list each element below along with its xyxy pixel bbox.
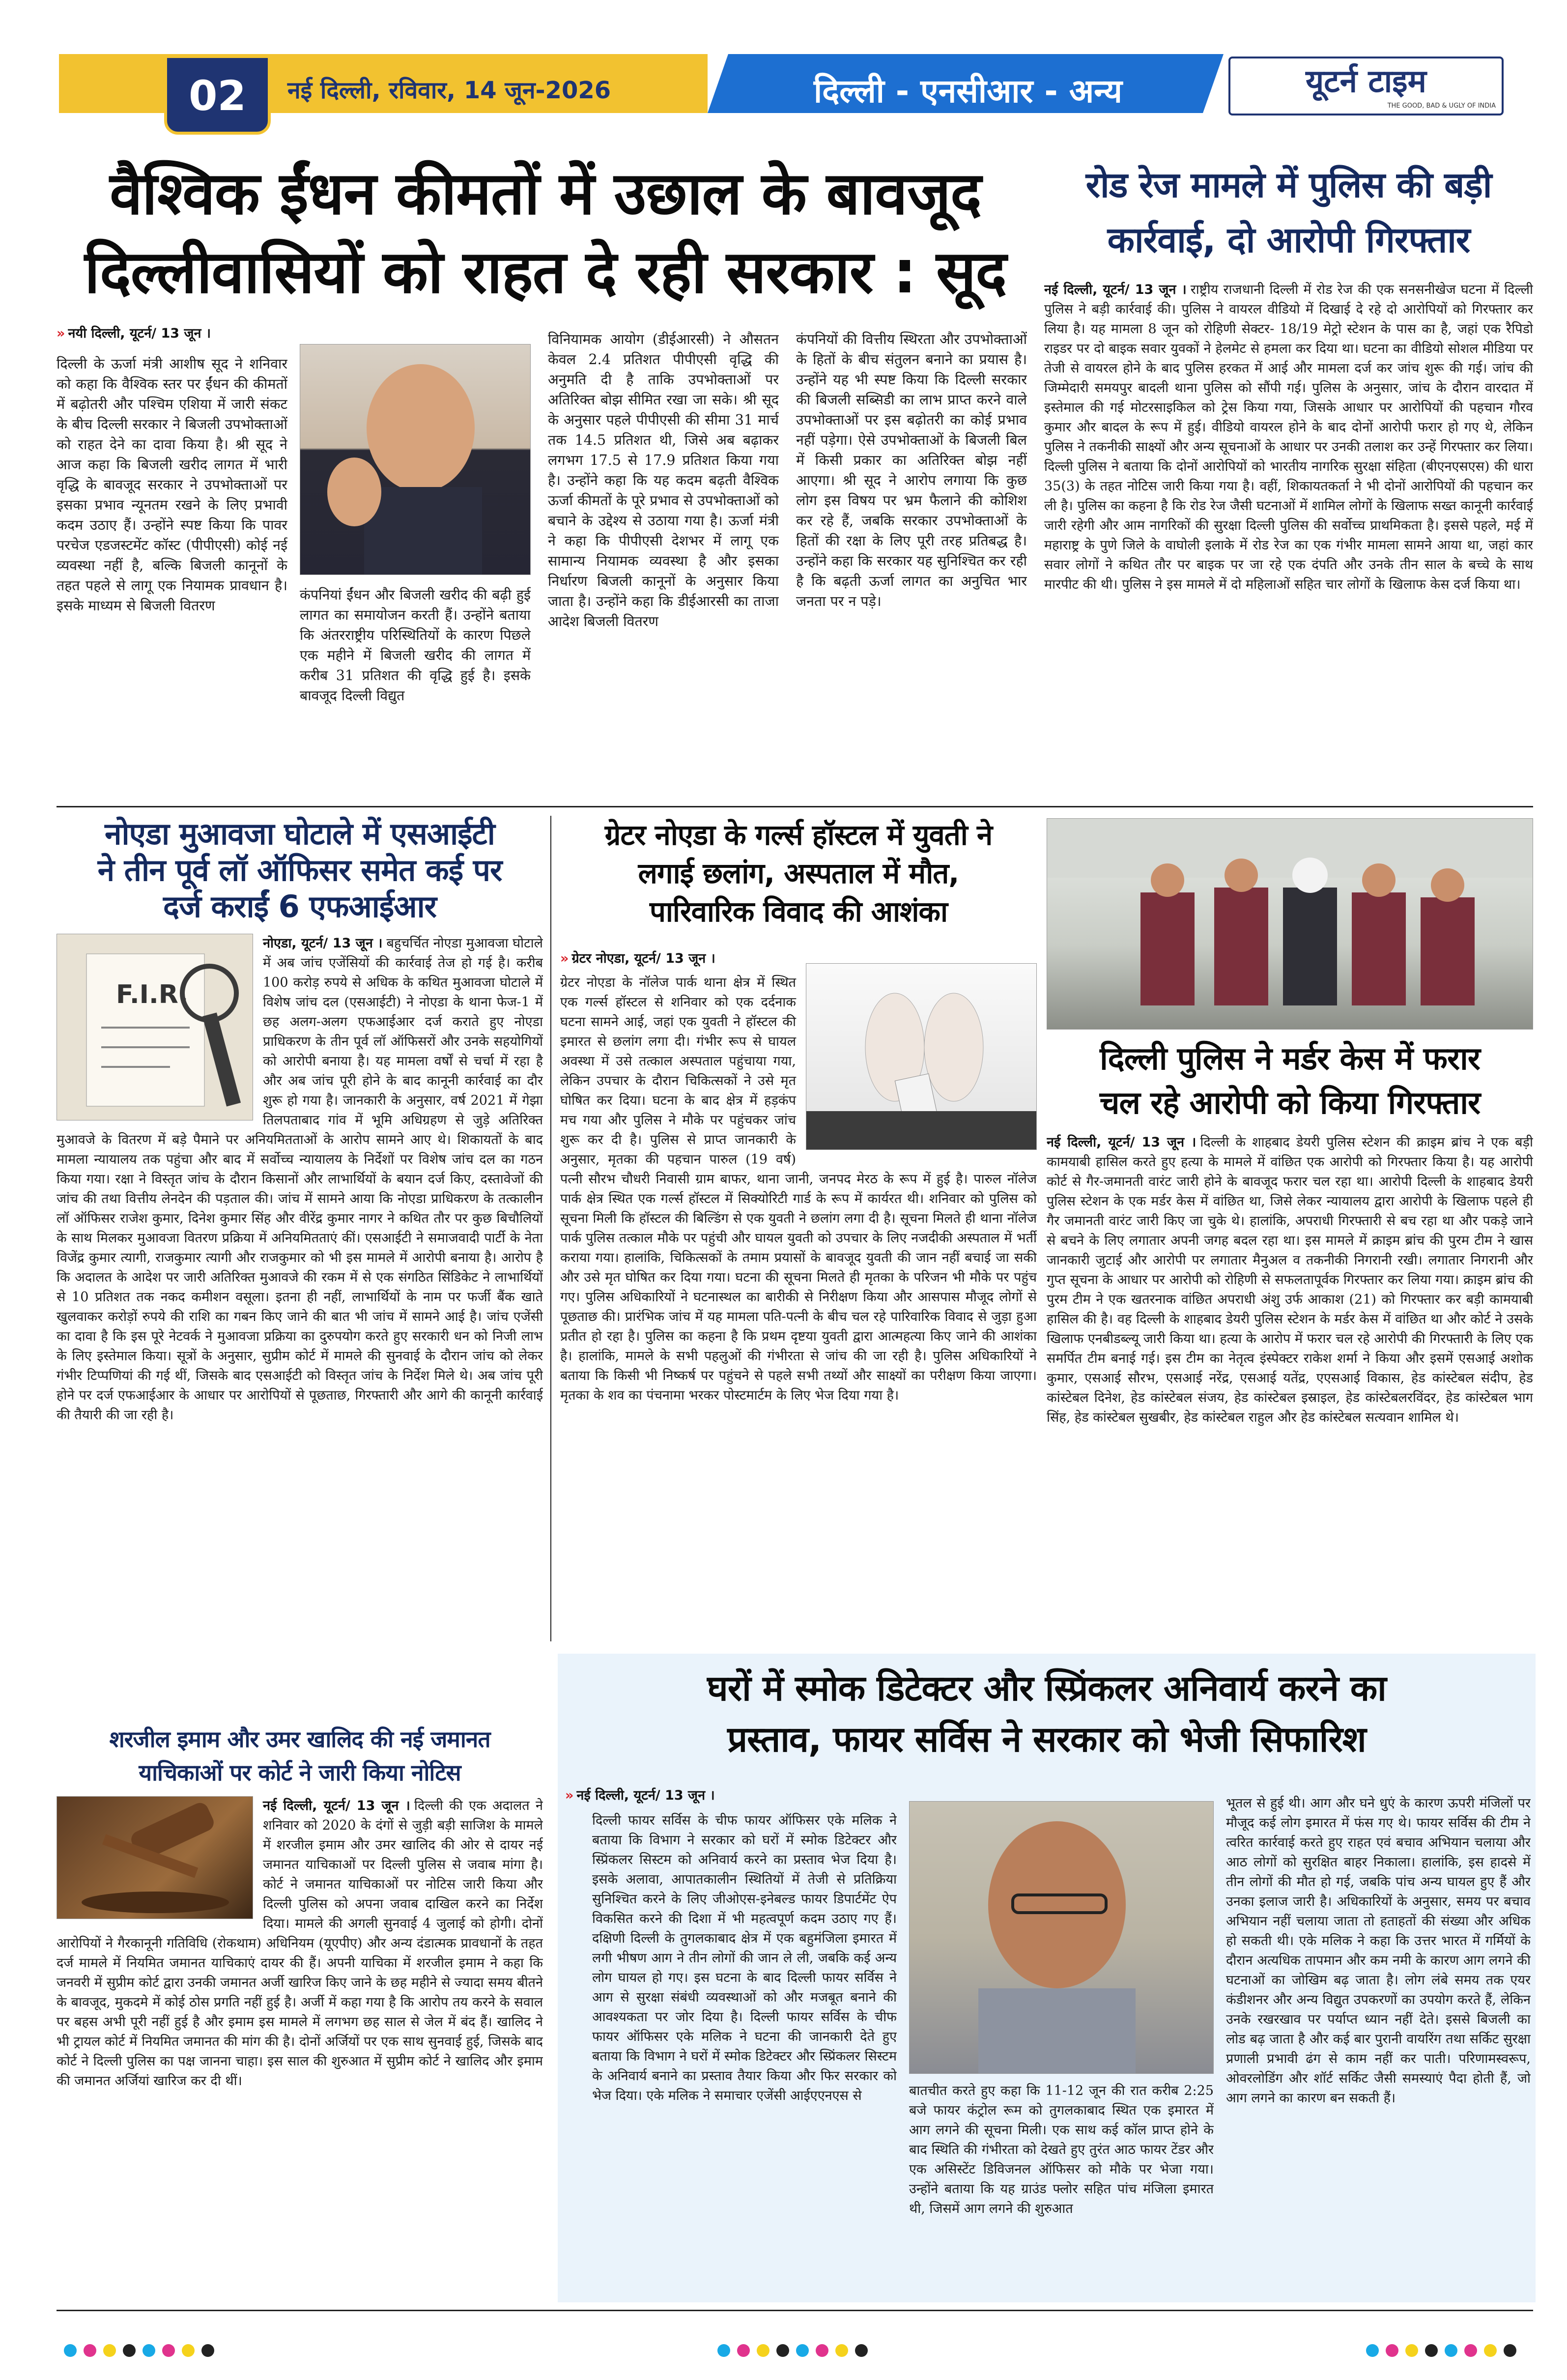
story6-dateline: नई दिल्ली, यूटर्न/ 13 जून ।	[1047, 1135, 1197, 1150]
story4-body: दिल्ली की एक अदालत ने शनिवार को 2020 के दंगों से जुड़ी बड़ी साजिश के मामले में शरजील इमाम और उमर खालिद की ओर से दायर नई जमानत याचिकाओं पर दिल्ली पुलिस से जवाब मांगा है। कोर्ट ने जमानत याचिकाओं पर नोटिस जारी किया और दिल्ली पुलिस को अपना जवाब दाखिल करने का निर्देश दिया। मामले की अगली सुनवाई 4 जुलाई को होगी। दोनों आरोपियों ने गैरकानूनी गतिविधि (रोकथाम) अधिनियम (यूएपीए) और अन्य दंडात्मक प्रावधानों के तहत दर्ज मामले में नियमित जमानत याचिकाएं दायर की हैं। अपनी याचिका में शरजील इमाम ने कहा कि जनवरी में सुप्रीम कोर्ट द्वारा उनकी जमानत अर्जी खारिज किए जाने के छह महीने से ज्यादा समय बीतने के बावजूद, मुकदमे में कोई ठोस प्रगति नहीं हुई है। अर्जी में कहा गया है कि आरोप तय करने के सवाल पर बहस अभी पूरी नहीं हुई है और इमाम इस मामले में लगभग छह साल से जेल में बंद हैं। खालिद ने भी ट्रायल कोर्ट में नियमित जमानत की मांग की है। दोनों अर्जियों पर एक साथ सुनवाई हुई, जिसके बाद कोर्ट ने दिल्ली पुलिस का पक्ष जानना चाहा। इस साल की शुरुआत में सुप्रीम कोर्ट ने खालिद और इमाम की जमानत अर्जियां खारिज कर दी थीं।	[57, 1798, 543, 2089]
story5-headline-line1: ग्रेटर नोएडा के गर्ल्स हॉस्टल में युवती ने	[604, 818, 993, 852]
story5-body: ग्रेटर नोएडा के नॉलेज पार्क थाना क्षेत्र में स्थित एक गर्ल्स हॉस्टल से शनिवार को एक दर्दनाक घटना सामने आई, जहां एक युवती ने हॉस्टल की इमारत से छलांग लगा दी। गंभीर रूप से घायल अवस्था में उसे तत्काल अस्पताल पहुंचाया गया, लेकिन उपचार के दौरान चिकित्सकों ने उसे मृत घोषित कर दिया। घटना के बाद क्षेत्र में हड़कंप मच गया और पुलिस ने मौके पर पहुंचकर जांच शुरू कर दी है। पुलिस से प्राप्त जानकारी के अनुसार, मृतका की पहचान पारुल (19 वर्ष) पत्नी सौरभ चौधरी निवासी ग्राम बाफर, थाना जानी, जनपद मेरठ के रूप में हुई है। पारुल नॉलेज पार्क क्षेत्र स्थित एक गर्ल्स हॉस्टल में सिक्योरिटी गार्ड के रूप में कार्यरत थी। शनिवार को पुलिस को सूचना मिली कि हॉस्टल की बिल्डिंग से एक युवती ने छलांग लगा दी है। सूचना मिलते ही थाना नॉलेज पार्क पुलिस तत्काल मौके पर पहुंची और घायल युवती को उपचार के लिए नजदीकी अस्पताल में भर्ती कराया गया। हालांकि, चिकित्सकों के तमाम प्रयासों के बावजूद युवती की जान नहीं बचाई जा सकी और उसे मृत घोषित कर दिया गया। घटना की सूचना मिलते ही मृतका के परिजन भी मौके पर पहुंच गए। पुलिस अधिकारियों ने घटनास्थल का बारीकी से निरीक्षण किया और आसपास मौजूद लोगों से पूछताछ की। प्रारंभिक जांच में यह मामला पति-पत्नी के बीच चल रहे पारिवारिक विवाद से जुड़ा हुआ प्रतीत हो रहा है। पुलिस का कहना है कि प्रथम दृष्टया युवती द्वारा आत्महत्या किए जाने की आशंका है। हालांकि, मामले के सभी पहलुओं की गंभीरता से जांच की जा रही है। पुलिस अधिकारियों ने बताया कि किसी भी निष्कर्ष पर पहुंचने से पहले सभी तथ्यों और साक्ष्यों का परीक्षण किया जाएगा। मृतका के शव का पंचनामा भरकर पोस्टमार्टम के लिए भेज दिया गया है।	[560, 975, 1037, 1403]
story3-body: बहुचर्चित नोएडा मुआवजा घोटाले में अब जांच एजेंसियों की कार्रवाई तेज हो गई है। करीब 100 करोड़ रुपये से अधिक के कथित मुआवजा घोटाले में विशेष जांच दल (एसआईटी) ने नोएडा के थाना फेज-1 में छह अलग-अलग एफआईआर दर्ज कराते हुए नोएडा प्राधिकरण के तीन पूर्व लॉ ऑफिसरों और उनके सहयोगियों को आरोपी बनाया है। यह मामला वर्षों से चर्चा में रहा है और अब जांच पूरी होने के बाद कानूनी कार्रवाई का दौर शुरू हो गया है। जानकारी के अनुसार, वर्ष 2021 में गेझा तिलपताबाद गांव में भूमि अधिग्रहण से जुड़े अतिरिक्त मुआवजे के वितरण में बड़े पैमाने पर अनियमितताओं के आरोप सामने आए थे। शिकायतों के बाद मामला न्यायालय तक पहुंचा और बाद में सर्वोच्च न्यायालय के निर्देशों पर विशेष जांच दल का गठन किया गया। रक्षा ने विस्तृत जांच के दौरान किसानों और लाभार्थियों के बयान दर्ज किए, दस्तावेजों की जांच की तथा वित्तीय लेनदेन की पड़ताल की। जांच में सामने आया कि नोएडा प्राधिकरण के तत्कालीन लॉ ऑफिसर राजेश कुमार, दिनेश कुमार सिंह और वीरेंद्र कुमार नागर ने कथित तौर पर कुछ बिचौलियों के साथ मिलकर मुआवजा वितरण प्रक्रिया में अनियमितताएं कीं। एसआईटी ने समाजवादी पार्टी के नेता विजेंद्र कुमार त्यागी, राजकुमार त्यागी और राजकुमार को भी इस मामले में आरोपी बनाया है। आरोप है कि अदालत के आदेश पर जारी अतिरिक्त मुआवजे की रकम में से एक संगठित सिंडिकेट ने लाभार्थियों से 10 प्रतिशत तक नकद कमीशन वसूला। इतना ही नहीं, लाभार्थियों के नाम पर फर्जी बैंक खाते खुलवाकर करोड़ों रुपये की राशि का गबन किए जाने की बात भी जांच में सामने आई है। जांच एजेंसी का दावा है कि इस पूरे नेटवर्क ने मुआवजा प्रक्रिया का दुरुपयोग करते हुए सरकारी धन को निजी लाभ के लिए इस्तेमाल किया। सूत्रों के अनुसार, सुप्रीम कोर्ट में मामले की सुनवाई के दौरान जांच को लेकर गंभीर टिप्पणियां की गई थीं, जिसके बाद एसआईटी को विस्तृत जांच के निर्देश मिले थे। अब जांच पूरी होने पर दर्ज एफआईआर के आधार पर आरोपियों से पूछताछ, गिरफ्तारी और आगे की कानूनी कार्रवाई की तैयारी की जा रही है।	[57, 936, 543, 1423]
story-sharjeel-umar	[57, 1722, 543, 2302]
story3-headline-line2: ने तीन पूर्व लॉ ऑफिसर समेत कई पर	[97, 852, 502, 888]
logo-box	[1228, 57, 1504, 115]
story3-headline-line1: नोएडा मुआवजा घोटाले में एसआईटी	[105, 816, 495, 852]
dot-r-magenta-2	[1464, 2344, 1477, 2357]
story7-col1: दिल्ली फायर सर्विस के चीफ फायर ऑफिसर एके मलिक ने बताया कि विभाग ने सरकार को घरों में स्मोक डिटेक्टर और स्प्रिंकलर सिस्टम को अनिवार्य करने का प्रस्ताव भेज दिया है। इसके अलावा, आपातकालीन स्थितियों में तेजी से प्रतिक्रिया सुनिश्चित करने के लिए जीओएस-इनेबल्ड फायर डिपार्टमेंट ऐप विकसित करने की दिशा में भी महत्वपूर्ण कदम उठाए गए हैं। दक्षिणी दिल्ली के तुगलकाबाद क्षेत्र में एक बहुमंजिला इमारत में लगी भीषण आग ने तीन लोगों की जान ले ली, जबकि कई अन्य लोग घायल हो गए। इस घटना के बाद दिल्ली फायर सर्विस ने आग से सुरक्षा संबंधी व्यवस्थाओं को और मजबूत बनाने की आवश्यकता पर जोर दिया है। दिल्ली फायर सर्विस के चीफ फायर ऑफिसर एके मलिक ने घटना की जानकारी देते हुए बताया कि विभाग ने घरों में स्मोक डिटेक्टर और स्प्रिंकलर सिस्टम के अनिवार्य बनाने का प्रस्ताव तैयार किया और फिर सरकार को भेज दिया। एके मलिक ने समाचार एजेंसी आईएएनएस से	[592, 1813, 897, 2103]
dot-yellow	[103, 2344, 116, 2357]
dot-c-magenta-2	[816, 2344, 828, 2357]
story1-col3: विनियामक आयोग (डीईआरसी) ने औसतन केवल 2.4 प्रतिशत पीपीएसी वृद्धि की अनुमति दी है ताकि उपभोक्ताओं पर अतिरिक्त बोझ सीमित रखा जा सके। श्री सूद के अनुसार पहले पीपीएसी की सीमा 31 मार्च तक 14.5 प्रतिशत थी, जिसे अब बढ़ाकर लगभग 17.5 से 17.9 प्रतिशत किया गया है। उन्होंने कहा कि यह कदम बढ़ती वैश्विक ऊर्जा कीमतों के पूरे प्रभाव से उपभोक्ताओं को बचाने के उद्देश्य से उठाया गया है। ऊर्जा मंत्री ने कहा कि पीपीएसी देशभर में लागू एक सामान्य नियामक व्यवस्था है और इसका निर्धारण बिजली कानूनों के अनुसार किया जाता है। उन्होंने कहा कि डीईआरसी का ताजा आदेश बिजली वितरण	[548, 331, 779, 630]
story6-text	[1047, 1133, 1533, 1644]
story2-text	[1044, 280, 1533, 796]
dot-c-black-2	[855, 2344, 868, 2357]
story5-dateline-text: ग्रेटर नोएडा, यूटर्न/ 13 जून ।	[571, 951, 715, 966]
section-title: दिल्ली - एनसीआर - अन्य	[814, 72, 1122, 110]
story2-dateline: नई दिल्ली, यूटर्न/ 13 जून ।	[1044, 282, 1187, 297]
story5-dateline	[560, 948, 715, 967]
story3-dateline: नोएडा, यूटर्न/ 13 जून ।	[263, 936, 383, 951]
fire-officer-photo	[909, 1801, 1214, 2074]
story-greater-noida-hostel	[560, 816, 1037, 1646]
story7-col2: बातचीत करते हुए कहा कि 11-12 जून की रात करीब 2:25 बजे फायर कंट्रोल रूम को तुगलकाबाद स्थित एक इमारत में आग लगने की सूचना मिली। एक साथ कई कॉल प्राप्त होने के बाद स्थिति की गंभीरता को देखते हुए तुरंत आठ फायर टेंडर और एक असिस्टेंट डिविजनल ऑफिसर को मौके पर भेजा गया। उन्होंने बताया कि यह ग्राउंड फ्लोर सहित पांच मंजिला इमारत थी, जिसमें आग लगने की शुरुआत	[909, 2083, 1214, 2216]
story4-dateline: नई दिल्ली, यूटर्न/ 13 जून ।	[263, 1798, 410, 1813]
registration-dots-left	[64, 2344, 214, 2357]
dot-r-cyan-2	[1445, 2344, 1457, 2357]
divider-vertical-left	[550, 816, 551, 1641]
story7-col3: भूतल से हुई थी। आग और घने धुएं के कारण ऊपरी मंजिलों पर मौजूद कई लोग इमारत में फंस गए थे। फायर सर्विस की टीम ने त्वरित कार्रवाई करते हुए राहत एवं बचाव अभियान चलाया और आठ लोगों को सुरक्षित बाहर निकाला। हालांकि, इस हादसे में तीन लोगों की मौत हो गई, जबकि पांच अन्य घायल हुए हैं और उनका इलाज जारी है। अधिकारियों के अनुसार, समय पर बचाव अभियान नहीं चलाया जाता तो हताहतों की संख्या और अधिक हो सकती थी। एके मलिक ने कहा कि उत्तर भारत में गर्मियों के दौरान अत्यधिक तापमान और कम नमी के कारण आग लगने की घटनाओं का जोखिम बढ़ जाता है। लोग लंबे समय तक एयर कंडीशनर और अन्य विद्युत उपकरणों का उपयोग करते हैं, लेकिन उनके रखरखाव पर पर्याप्त ध्यान नहीं देते। इससे बिजली का लोड बढ़ जाता है और कई बार पुरानी वायरिंग तथा सर्किट सुरक्षा प्रणाली प्रभावी ढंग से काम नहीं कर पाती। परिणामस्वरूप, ओवरलोडिंग और शॉर्ट सर्किट जैसी समस्याएं पैदा होती हैं, जो आग लगने का कारण बन सकती हैं।	[1226, 1796, 1531, 2106]
header-date: नई दिल्ली, रविवार, 14 जून-2026	[287, 77, 611, 104]
story7-dateline	[565, 1785, 715, 1804]
story-delhi-murder-arrest	[1047, 1037, 1533, 1646]
story7-headline-line1: घरों में स्मोक डिटेक्टर और स्प्रिंकलर अनिवार्य करने का	[707, 1667, 1386, 1709]
divider-top	[57, 806, 1533, 807]
page-number-box	[167, 58, 268, 132]
police-team-photo	[1047, 818, 1533, 1030]
dot-c-yellow	[757, 2344, 769, 2357]
story6-body: दिल्ली के शाहबाद डेयरी पुलिस स्टेशन की क्राइम ब्रांच ने एक बड़ी कामयाबी हासिल करते हुए हत्या के मामले में वांछित एक आरोपी को गिरफ्तार किया है। यह आरोपी कोर्ट से गैर-जमानती वारंट जारी होने के बावजूद फरार चल रहा था। आरोपी दिल्ली के शाहबाद डेयरी पुलिस स्टेशन के एक मर्डर केस में वांछित था, जिसे लेकर न्यायालय द्वारा आरोपी के खिलाफ पहले ही गैर जमानती वारंट जारी किए जा चुके थे। हालांकि, अपराधी गिरफ्तारी से बच रहा था और पकड़े जाने से बचने के लिए लगातार अपनी जगह बदल रहा था। इस मामले में क्राइम ब्रांच की पुरम टीम ने खास जानकारी जुटाई और आरोपी पर लगातार मैनुअल व तकनीकी निगरानी रखी। लगातार निगरानी और गुप्त सूचना के आधार पर आरोपी को रोहिणी से सफलतापूर्वक गिरफ्तार कर लिया गया। क्राइम ब्रांच की पुरम टीम ने एक खतरनाक वांछित अपराधी अंशु उर्फ आकाश (21) को गिरफ्तार कर बड़ी कामयाबी हासिल की है। वह दिल्ली के शाहबाद डेयरी पुलिस स्टेशन के मर्डर केस में वांछित था और कोर्ट ने उसके खिलाफ एनबीडब्ल्यू जारी किया था। हत्या के आरोप में फरार चल रहे आरोपी की गिरफ्तारी के लिए एक समर्पित टीम बनाई गई। इस टीम का नेतृत्व इंस्पेक्टर राकेश शर्मा ने किया और इसमें एसआई अशोक कुमार, एसआई सौरभ, एसआई नरेंद्र, एसआई यतेंद्र, एएसआई विकास, हेड कांस्टेबल संदीप, हेड कांस्टेबल दिनेश, हेड कांस्टेबल संजय, हेड कांस्टेबल इस्राइल, हेड कांस्टेबलरविंदर, हेड कांस्टेबल भाग सिंह, हेड कांस्टेबल सुखबीर, हेड कांस्टेबल राहुल और हेड कांस्टेबल सत्यवान शामिल थे।	[1047, 1135, 1533, 1425]
story7-headline-line2: प्रस्ताव, फायर सर्विस ने सरकार को भेजी सिफारिश	[727, 1719, 1366, 1760]
story6-headline-line2: चल रहे आरोपी को किया गिरफ्तार	[1099, 1085, 1481, 1121]
story4-text	[57, 1796, 543, 2302]
registration-dots-center	[717, 2344, 868, 2357]
dateline-marker-icon: »	[57, 326, 65, 341]
dot-black-2	[201, 2344, 214, 2357]
story1-dateline-text: नयी दिल्ली, यूटर्न/ 13 जून ।	[68, 326, 211, 341]
story4-headline-line2: याचिकाओं पर कोर्ट ने जारी किया नोटिस	[139, 1759, 461, 1786]
story1-headline-line1: वैश्विक ईंधन कीमतों में उछाल के बावजूद	[110, 160, 981, 228]
dot-c-yellow-2	[835, 2344, 848, 2357]
minister-photo	[300, 344, 531, 575]
story-energy-minister	[57, 157, 1034, 801]
dot-cyan	[64, 2344, 77, 2357]
story5-headline-line3: पारिवारिक विवाद की आशंका	[649, 895, 948, 928]
story1-col1: दिल्ली के ऊर्जा मंत्री आशीष सूद ने शनिवार को कहा कि वैश्विक स्तर पर ईंधन की कीमतों में बढ़ोतरी और पश्चिम एशिया में जारी संकट के बीच दिल्ली सरकार ने बिजली उपभोक्ताओं को राहत देने का दावा किया है। श्री सूद ने आज कहा कि बिजली खरीद लागत में भारी वृद्धि के बावजूद सरकार ने उपभोक्ताओं पर इसका प्रभाव न्यूनतम रखने के लिए प्रभावी कदम उठाए हैं। उन्होंने स्पष्ट किया कि पावर परचेज एडजस्टमेंट कॉस्ट (पीपीएसी) कोई नई व्यवस्था नहीं है, बल्कि बिजली कानूनों के तहत पहले से लागू एक नियामक प्रावधान है। इसके माध्यम से बिजली वितरण	[57, 356, 287, 614]
svg-text:F.I.R.: F.I.R.	[116, 980, 189, 1009]
story4-headline-line1: शरजील इमाम और उमर खालिद की नई जमानत	[109, 1726, 490, 1752]
story3-text	[57, 934, 543, 1715]
dot-c-cyan	[717, 2344, 730, 2357]
story5-dateline-marker-icon: »	[560, 951, 569, 966]
story7-dateline-text: नई दिल्ली, यूटर्न/ 13 जून ।	[576, 1788, 715, 1803]
logo-tagline: THE GOOD, BAD & UGLY OF INDIA	[1387, 102, 1496, 110]
dot-magenta	[84, 2344, 96, 2357]
dot-r-yellow	[1405, 2344, 1418, 2357]
story-fire-service-panel	[558, 1654, 1536, 2302]
dot-magenta-2	[162, 2344, 175, 2357]
story5-headline-line2: लगाई छलांग, अस्पताल में मौत,	[638, 857, 959, 890]
masthead	[0, 0, 1567, 138]
story-noida-scam	[57, 816, 543, 1715]
dot-c-cyan-2	[796, 2344, 809, 2357]
story2-headline-line1: रोड रेज मामले में पुलिस की बड़ी	[1085, 164, 1492, 205]
dot-c-magenta	[737, 2344, 750, 2357]
page-number: 02	[189, 72, 246, 120]
story1-headline-line2: दिल्लीवासियों को राहत दे रही सरकार : सूद	[85, 238, 1006, 307]
story7-dateline-marker-icon: »	[565, 1788, 574, 1803]
story1-dateline	[57, 323, 211, 342]
story1-col2: कंपनियां ईंधन और बिजली खरीद की बढ़ी हुई लागत का समायोजन करती हैं। उन्होंने बताया कि अंतरराष्ट्रीय परिस्थितियों के कारण पिछले एक महीने में बिजली खरीद की लागत में करीब 31 प्रतिशत की वृद्धि हुई है। इसके बावजूद दिल्ली विद्युत	[300, 587, 531, 704]
footer-rule	[57, 2310, 1533, 2311]
dot-yellow-2	[182, 2344, 195, 2357]
story-road-rage	[1044, 157, 1533, 801]
dot-r-yellow-2	[1484, 2344, 1497, 2357]
dot-cyan-2	[142, 2344, 155, 2357]
dot-r-cyan	[1366, 2344, 1379, 2357]
dot-r-black	[1425, 2344, 1438, 2357]
story6-headline-line1: दिल्ली पुलिस ने मर्डर केस में फरार	[1100, 1041, 1480, 1077]
story2-headline-line2: कार्रवाई, दो आरोपी गिरफ्तार	[1107, 219, 1470, 260]
dot-r-magenta	[1386, 2344, 1398, 2357]
story3-headline-line3: दर्ज कराईं 6 एफआईआर	[163, 889, 436, 924]
story1-col4: कंपनियों की वित्तीय स्थिरता और उपभोक्ताओं के हितों के बीच संतुलन बनाने का प्रयास है। उन्होंने यह भी स्पष्ट किया कि दिल्ली सरकार की बिजली सब्सिडी का लाभ प्राप्त करने वाले उपभोक्ताओं पर इस बढ़ोतरी का कोई प्रभाव नहीं पड़ेगा। ऐसे उपभोक्ताओं के बिजली बिल में किसी प्रकार का अतिरिक्त बोझ नहीं आएगा। श्री सूद ने आरोप लगाया कि कुछ लोग इस विषय पर भ्रम फैलाने की कोशिश कर रहे हैं, जबकि सरकार उपभोक्ताओं के हितों की रक्षा के लिए पूरी तरह प्रतिबद्ध है। उन्होंने कहा कि सरकार यह सुनिश्चित कर रही है कि बढ़ती ऊर्जा लागत का अनुचित भार जनता पर न पड़े।	[796, 331, 1027, 609]
logo-text: यूटर्न टाइम	[1306, 63, 1426, 100]
dot-c-black	[776, 2344, 789, 2357]
story2-body: राष्ट्रीय राजधानी दिल्ली में रोड रेज की एक सनसनीखेज घटना में दिल्ली पुलिस ने बड़ी कार्रवाई की। पुलिस ने वायरल वीडियो में दिखाई दे रहे दो आरोपियों को गिरफ्तार कर लिया है। यह मामला 8 जून को रोहिणी सेक्टर- 18/19 मेट्रो स्टेशन के पास का है, जहां एक रैपिडो राइडर पर दो बाइक सवार युवकों ने हेलमेट से हमला कर दिया था। घटना का वीडियो सोशल मीडिया पर तेजी से वायरल होने के बाद पुलिस हरकत में आई और मामला दर्ज कर जांच शुरू की गई। जांच की जिम्मेदारी समयपुर बादली थाना पुलिस को सौंपी गई। पुलिस के अनुसार, जांच के दौरान वारदात में इस्तेमाल की गई मोटरसाइकिल को ट्रेस किया गया, जिसके आधार पर आरोपियों की पहचान गौरव कुमार और बादल के रूप में हुई। वीडियो वायरल होने के बाद दोनों आरोपी फरार हो गए थे, लेकिन पुलिस ने तकनीकी साक्ष्यों और अन्य सूचनाओं के आधार पर उनकी तलाश कर उन्हें गिरफ्तार कर लिया। दिल्ली पुलिस ने बताया कि दोनों आरोपियों को भारतीय नागरिक सुरक्षा संहिता (बीएनएसएस) की धारा 35(3) के तहत नोटिस जारी किया गया है। वहीं, शिकायतकर्ता ने भी दोनों आरोपियों की पहचान कर ली है। पुलिस का कहना है कि रोड रेज जैसी घटनाओं में शामिल लोगों के खिलाफ सख्त कानूनी कार्रवाई जारी रहेगी और आम नागरिकों की सुरक्षा दिल्ली पुलिस की सर्वोच्च प्राथमिकता है। इससे पहले, मई में महाराष्ट्र के पुणे जिले के वाघोली इलाके में रोड रेज का एक गंभीर मामला सामने आया था, जहां कार सवार लोगों ने कथित तौर पर बाइक पर जा रहे एक दंपति और उनके तीन साल के बच्चे के साथ मारपीट की थी। पुलिस ने इस मामले में दो महिलाओं सहित चार लोगों के खिलाफ केस दर्ज किया था।	[1044, 282, 1533, 592]
registration-dots-right	[1366, 2344, 1516, 2357]
story5-text	[560, 973, 1037, 1646]
dot-r-black-2	[1504, 2344, 1516, 2357]
dot-black	[123, 2344, 136, 2357]
